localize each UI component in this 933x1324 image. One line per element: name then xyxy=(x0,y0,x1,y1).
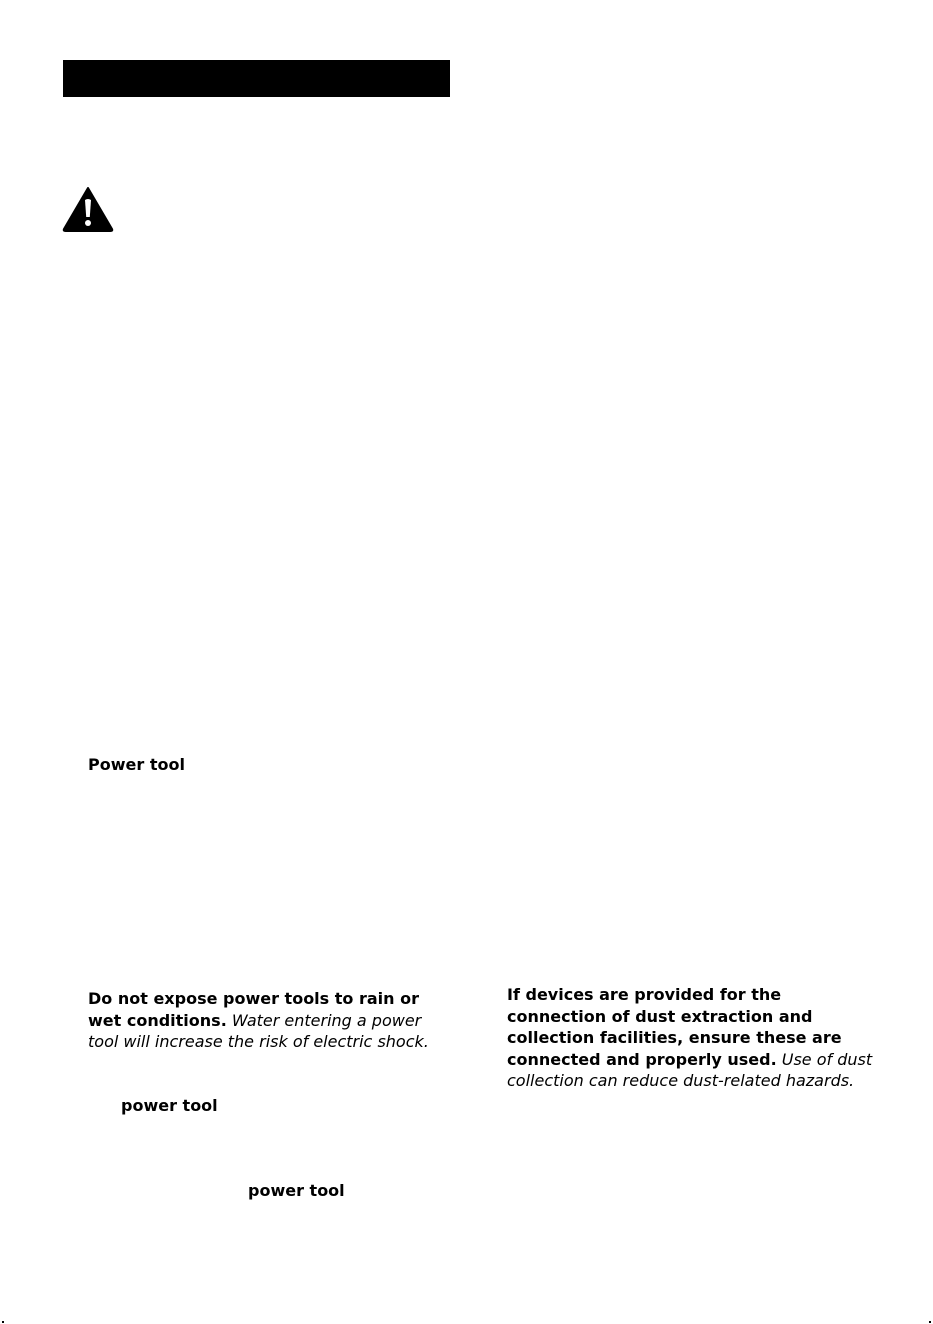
power-tool-fragment: power tool xyxy=(121,1096,218,1115)
section-header-bar xyxy=(63,60,450,97)
power-tool-fragment: power tool xyxy=(248,1181,345,1200)
dust-warning-detail: Use of dust collection can reduce dust-related hazards. xyxy=(507,1049,873,1090)
warning-triangle-icon xyxy=(62,186,114,232)
crop-mark xyxy=(929,1321,931,1323)
rain-warning-lead: Do not expose power tools to rain or wet conditions. xyxy=(88,989,419,1030)
rain-warning-paragraph xyxy=(88,988,448,1053)
dust-warning-paragraph xyxy=(507,984,875,1092)
dust-warning-lead: If devices are provided for the connection of dust extraction and collection facilities, ensure these are connected and properly used. xyxy=(507,985,842,1069)
rain-warning-detail: Water entering a power tool will increase the risk of electric shock. xyxy=(88,1010,429,1051)
power-tool-fragment: Power tool xyxy=(88,755,185,774)
crop-mark xyxy=(2,1321,4,1323)
